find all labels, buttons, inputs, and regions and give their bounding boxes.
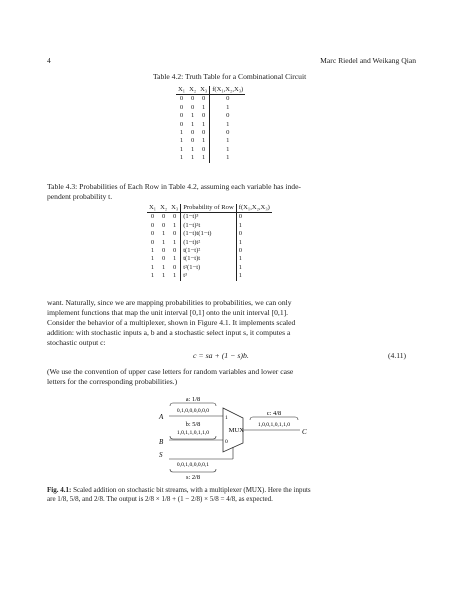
table-cell: 0 (238, 230, 243, 238)
table-row (176, 112, 245, 120)
table-cell: 0 (190, 137, 195, 145)
table-cell: 0 (161, 221, 166, 229)
col-header-x2: X₂ (189, 86, 197, 93)
table-row (147, 239, 272, 247)
table-row (176, 146, 245, 154)
table-cell: 1 (169, 272, 181, 280)
table-cell: 0 (238, 213, 243, 221)
table-row (176, 129, 245, 137)
note-line-2: letters for the corresponding probabilities.) (47, 377, 178, 386)
body-line-3: Consider the behavior of a multiplexer, shown in Figure 4.1. It implements scaled (47, 318, 296, 327)
table-cell: 0 (226, 95, 230, 103)
table-cell: 0 (150, 230, 155, 238)
b-bit-stream: 1,0,1,1,0,1,1,0 (176, 430, 210, 436)
input-s-label: S (159, 451, 163, 459)
table-row (147, 264, 272, 272)
table-cell: 0 (161, 213, 166, 221)
body-line-4: addition: with stochastic inputs a, b and a stochastic select input s, it computes a (47, 328, 291, 337)
col-header-f: f(X₁,X₂,X₃) (236, 204, 272, 213)
table-row (147, 222, 272, 230)
running-header-authors: Marc Riedel and Weikang Qian (320, 56, 416, 65)
col-header-probability: Probability of Row (181, 204, 237, 213)
table-cell: 1 (238, 221, 243, 229)
table-cell: 0 (198, 146, 210, 154)
a-brace (170, 403, 216, 406)
table-cell: 0 (226, 129, 230, 137)
body-line-5: stochastic output c: (47, 338, 106, 347)
table-cell: 1 (226, 145, 230, 153)
table-cell: 1 (226, 137, 230, 145)
table-cell: 0 (190, 103, 195, 111)
note-line-1: (We use the convention of upper case letters for random variables and lower case (47, 367, 294, 376)
table-4-3-caption (47, 182, 417, 202)
table-cell: 0 (150, 213, 155, 221)
mux-input-1-label: 1 (225, 415, 228, 421)
c-brace (250, 417, 298, 420)
figure-caption-line-1 (47, 486, 419, 495)
table-cell: 1 (198, 137, 210, 145)
b-brace (170, 436, 216, 439)
table-cell: t²(1−t) (181, 264, 237, 272)
table-cell: 1 (150, 272, 155, 280)
table-cell: 0 (179, 103, 184, 111)
table-cell: 1 (238, 238, 243, 246)
equation-number: (4.11) (388, 351, 407, 360)
table-cell: 0 (226, 112, 230, 120)
mux-label: MUX (228, 427, 244, 434)
input-b-label: B (159, 438, 164, 446)
table-cell: 1 (179, 129, 184, 137)
table-cell: (1−t)t² (181, 239, 237, 247)
mux-figure (140, 395, 340, 481)
table-header-row (176, 86, 245, 95)
table-cell: 0 (150, 221, 155, 229)
truth-table (176, 86, 245, 163)
table-cell: 1 (198, 154, 210, 162)
table-cell: 1 (161, 272, 166, 280)
table-cell: 0 (169, 230, 181, 238)
figure-caption-text-1: Scaled addition on stochastic bit streams, with a multiplexer (MUX). Here the inputs (73, 486, 311, 494)
figure-caption-line-2: are 1/8, 5/8, and 2/8. The output is 2/8 × 1/8 + (1 − 2/8) × 5/8 = 4/8, as expected. (47, 495, 273, 504)
figure-label: Fig. 4.1: (47, 486, 72, 494)
table-cell: 1 (179, 137, 184, 145)
a-probability-label: a: 1/8 (185, 396, 201, 403)
table-cell: 1 (150, 255, 155, 263)
table-cell: (1−t)t(1−t) (181, 230, 237, 238)
table-cell: 1 (169, 255, 181, 263)
table-row (147, 272, 272, 280)
table-cell: 0 (179, 120, 184, 128)
table-cell: 0 (190, 129, 195, 137)
c-probability-label: c: 4/8 (266, 410, 282, 417)
table-cell: 1 (198, 121, 210, 129)
table-cell: 0 (179, 112, 184, 120)
table-cell: 1 (161, 230, 166, 238)
table-cell: t³ (181, 272, 237, 280)
col-header-f: f(X₁,X₂,X₃) (210, 86, 246, 95)
output-c-label: C (302, 428, 307, 436)
table-cell: 0 (198, 129, 210, 137)
c-bit-stream: 1,0,0,1,0,1,1,0 (257, 422, 291, 428)
col-header-x2: X₂ (160, 204, 168, 211)
table-row (176, 95, 245, 104)
figure-caption (47, 486, 419, 505)
col-header-x1: X₁ (178, 86, 186, 93)
table-cell: 1 (190, 120, 195, 128)
table-cell: 1 (238, 255, 243, 263)
col-header-x3: X₃ (169, 204, 181, 213)
table-cell: 1 (150, 263, 155, 271)
equation: c = sa + (1 − s)b. (193, 351, 249, 360)
page-number: 4 (47, 56, 51, 65)
table-row (176, 121, 245, 129)
table-cell: (1−t)³ (181, 213, 237, 222)
table-cell: 0 (179, 95, 184, 103)
table-row (176, 154, 245, 162)
table-cell: 1 (150, 247, 155, 255)
table-cell: 0 (198, 95, 210, 104)
probability-table (147, 204, 272, 281)
table-cell: 1 (179, 145, 184, 153)
table-cell: 0 (150, 238, 155, 246)
table-row (147, 230, 272, 238)
table-cell: 0 (198, 112, 210, 120)
body-line-2: implement functions that map the unit interval [0,1] onto the unit interval [0,1]. (47, 308, 289, 317)
table-cell: 1 (169, 239, 181, 247)
table-cell: t(1−t)² (181, 247, 237, 255)
table-row (147, 213, 272, 222)
table-4-2-caption: Table 4.2: Truth Table for a Combinational Circuit (153, 72, 307, 81)
input-a-label: A (159, 413, 164, 421)
table-cell: 1 (179, 154, 184, 162)
s-brace (170, 469, 216, 472)
col-header-x1: X₁ (149, 204, 157, 211)
body-line-1: want. Naturally, since we are mapping probabilities to probabilities, we can only (47, 298, 292, 307)
table-cell: 0 (169, 213, 181, 222)
table-cell: 0 (169, 247, 181, 255)
col-header-x3: X₃ (198, 86, 210, 95)
table-cell: 1 (161, 238, 166, 246)
note-paragraph (47, 367, 417, 387)
table-cell: 1 (169, 222, 181, 230)
table-row (147, 255, 272, 263)
table-cell: 0 (190, 95, 195, 103)
table-cell: 1 (190, 145, 195, 153)
table-row (176, 104, 245, 112)
table-cell: 1 (238, 263, 243, 271)
b-probability-label: b: 5/8 (185, 421, 201, 428)
table-header-row (147, 204, 272, 213)
s-probability-label: s: 2/8 (185, 474, 201, 481)
table-4-3-caption-line-2: pendent probability t. (47, 192, 113, 201)
table-cell: 0 (161, 247, 166, 255)
table-cell: 0 (238, 247, 243, 255)
table-row (147, 247, 272, 255)
table-row (176, 137, 245, 145)
table-cell: 1 (198, 104, 210, 112)
s-bit-stream: 0,0,1,0,0,0,0,1 (176, 462, 210, 468)
table-cell: 1 (226, 154, 230, 162)
table-cell: 1 (190, 112, 195, 120)
table-cell: 0 (169, 264, 181, 272)
a-bit-stream: 0,1,0,0,0,0,0,0 (176, 408, 210, 414)
table-cell: 1 (226, 103, 230, 111)
table-cell: 1 (238, 272, 243, 280)
table-cell: 1 (226, 120, 230, 128)
mux-input-0-label: 0 (225, 439, 228, 445)
table-cell: 1 (190, 154, 195, 162)
table-cell: t(1−t)t (181, 255, 237, 263)
table-cell: 1 (161, 263, 166, 271)
table-cell: (1−t)²t (181, 222, 237, 230)
table-4-3-caption-line-1: Table 4.3: Probabilities of Each Row in Table 4.2, assuming each variable has inde- (47, 182, 301, 191)
body-paragraph (47, 298, 417, 348)
table-cell: 0 (161, 255, 166, 263)
